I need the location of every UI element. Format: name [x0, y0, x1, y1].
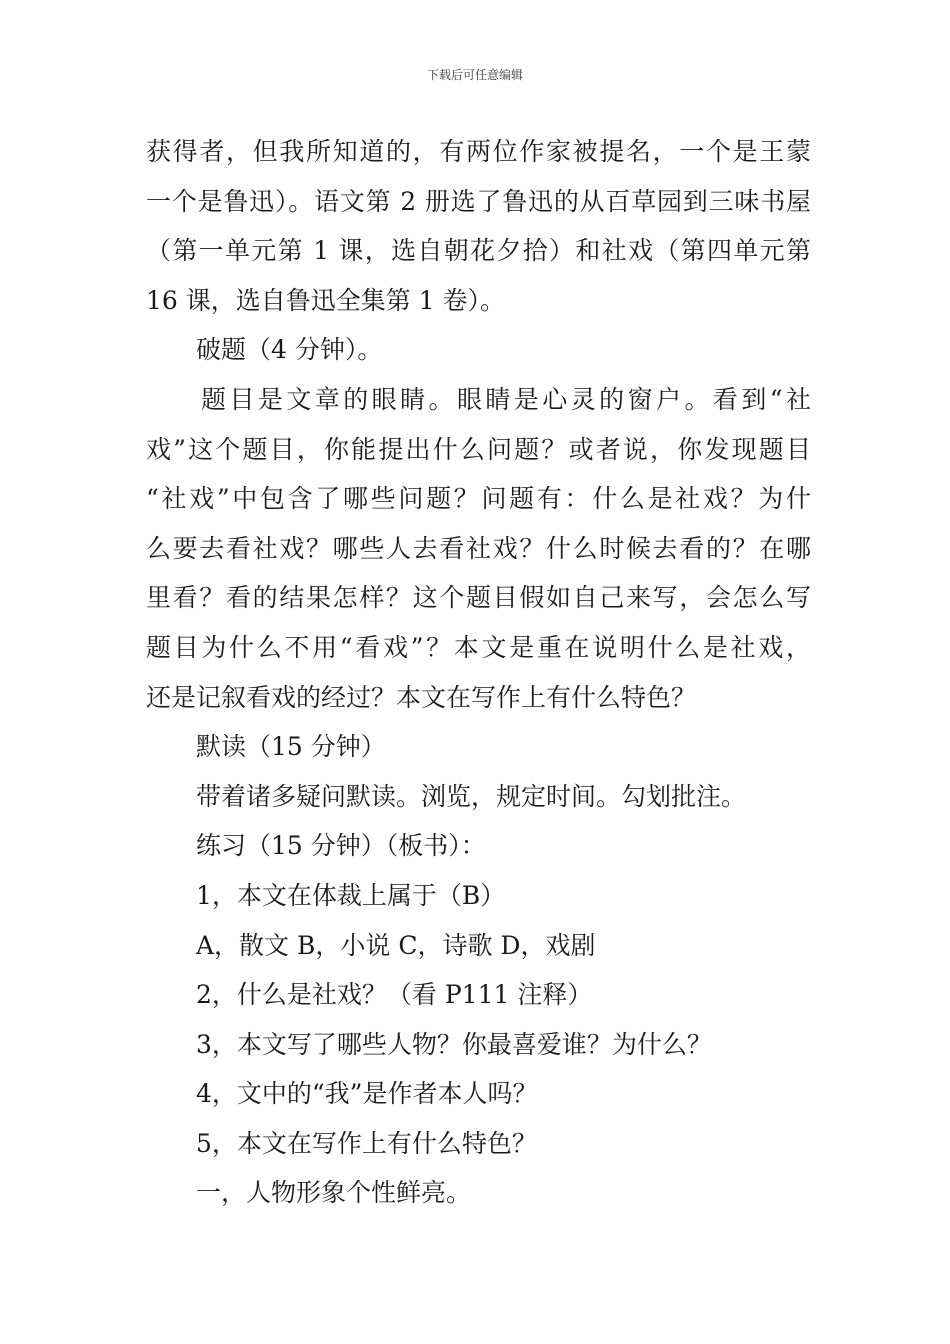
list-item: 4，文中的“我”是作者本人吗？: [196, 1079, 538, 1109]
text-line: 里看？看的结果怎样？这个题目假如自己来写，会怎么写: [146, 583, 811, 613]
text-line: 题目是文章的眼睛。眼睛是心灵的窗户。看到“社: [201, 384, 811, 414]
text-line: 题目为什么不用“看戏”？本文是重在说明什么是社戏，: [146, 632, 811, 662]
list-item: A，散文 B，小说 C，诗歌 D，戏剧: [196, 930, 596, 960]
document-body: [146, 127, 811, 1218]
text-line: 一个是鲁迅）。语文第 2 册选了鲁迅的从百草园到三味书屋: [146, 186, 811, 216]
list-item: 2，什么是社戏？（看 P111 注释）: [196, 980, 593, 1010]
text-line: 戏”这个题目，你能提出什么问题？或者说，你发现题目: [146, 434, 811, 464]
section-heading: 破题（4 分钟）。: [196, 335, 383, 365]
text-line: “社戏”中包含了哪些问题？问题有：什么是社戏？为什: [146, 484, 811, 514]
page-header: 下载后可任意编辑: [426, 68, 523, 82]
list-item: 1，本文在体裁上属于（B）: [196, 880, 506, 910]
text-line: 还是记叙看戏的经过？本文在写作上有什么特色？: [146, 682, 697, 712]
section-heading: 练习（15 分钟）（板书）：: [196, 831, 486, 861]
text-line: 16 课，选自鲁迅全集第 1 卷）。: [146, 285, 506, 315]
text-line: 么要去看社戏？哪些人去看社戏？什么时候去看的？在哪: [146, 533, 811, 563]
text-line: 带着诸多疑问默读。浏览，规定时间。勾划批注。: [196, 781, 747, 811]
list-item: 一，人物形象个性鲜亮。: [196, 1178, 472, 1208]
section-heading: 默读（15 分钟）: [196, 732, 386, 762]
text-line: 获得者，但我所知道的，有两位作家被提名，一个是王蒙: [146, 137, 811, 166]
list-item: 5，本文在写作上有什么特色？: [196, 1128, 537, 1158]
text-line: （第一单元第 1 课，选自朝花夕拾）和社戏（第四单元第: [146, 236, 811, 266]
list-item: 3，本文写了哪些人物？你最喜爱谁？为什么？: [196, 1029, 712, 1059]
